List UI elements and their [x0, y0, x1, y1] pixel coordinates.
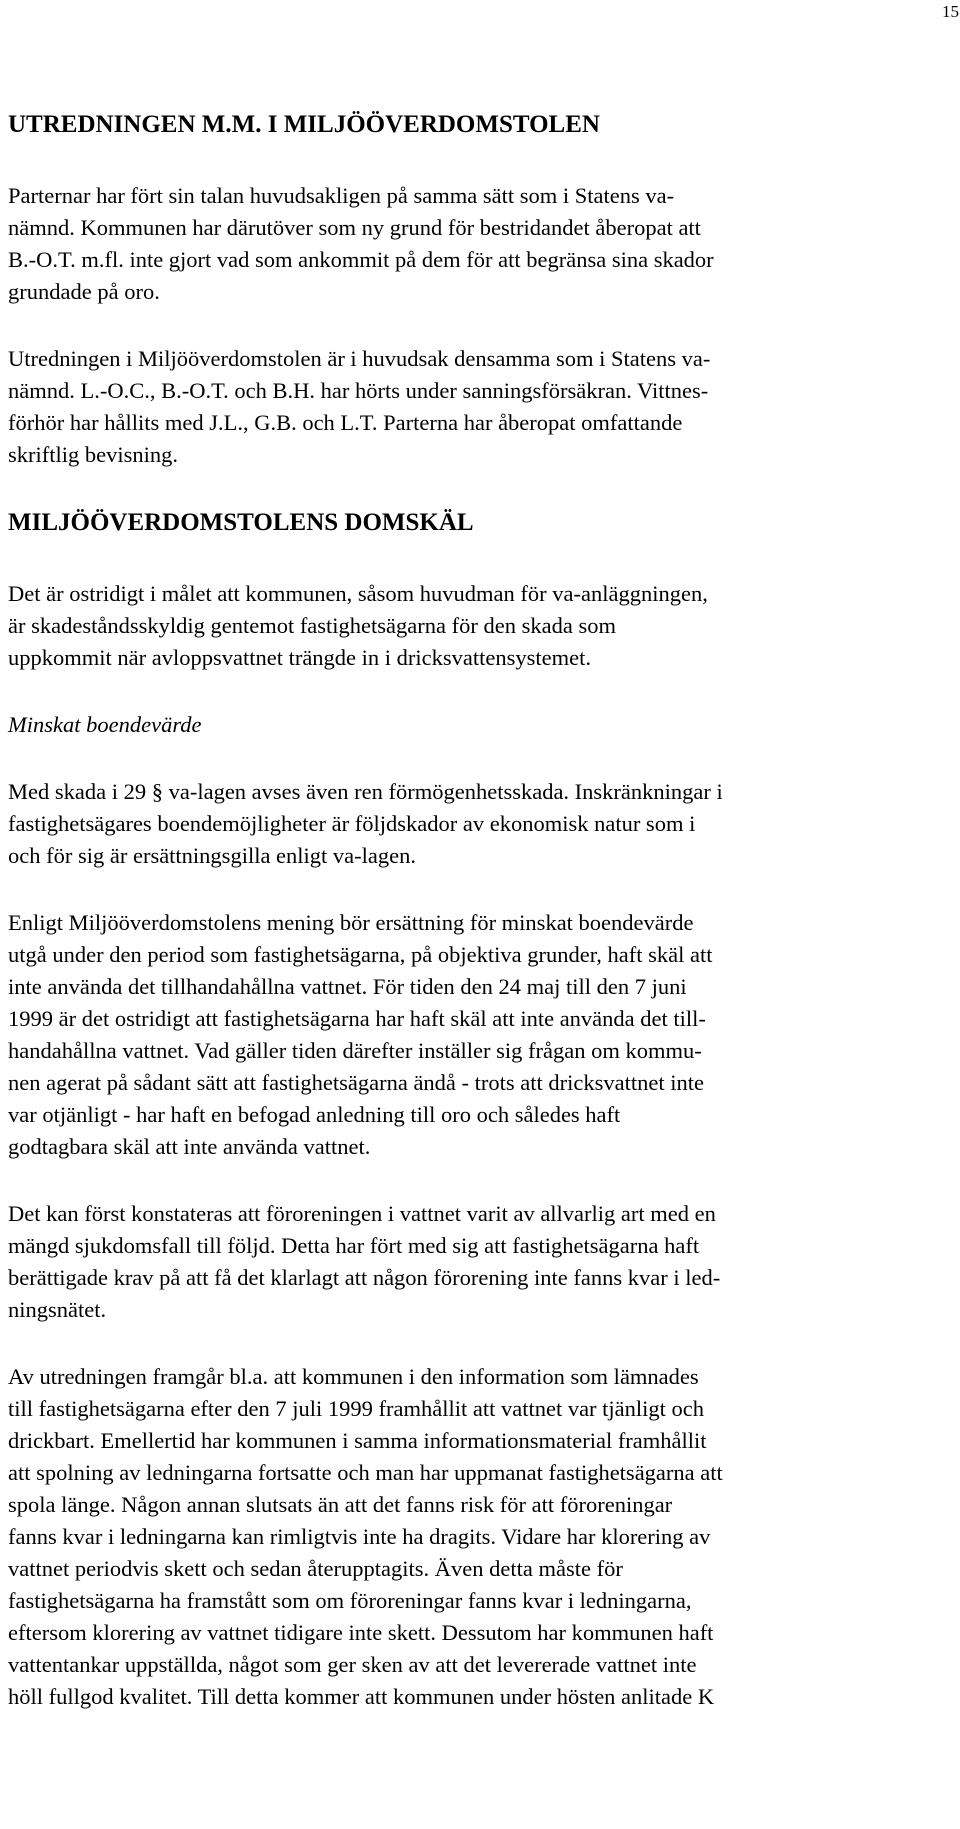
paragraph-line: drickbart. Emellertid har kommunen i samma informationsmaterial framhållit [8, 1428, 707, 1453]
section-domskal [8, 578, 953, 674]
page-number: 15 [942, 2, 959, 21]
paragraph [8, 907, 953, 1163]
paragraph [8, 180, 953, 308]
paragraph [8, 776, 953, 872]
paragraph-line: godtagbara skäl att inte använda vattnet. [8, 1134, 371, 1159]
paragraph-line: Med skada i 29 § va-lagen avses även ren förmögenhetsskada. Inskränkningar i [8, 779, 723, 804]
paragraph [8, 343, 953, 471]
paragraph-line: 1999 är det ostridigt att fastighetsägarna har haft skäl att inte använda det till- [8, 1006, 706, 1031]
section-heading-utredningen: UTREDNINGEN M.M. I MILJÖÖVERDOMSTOLEN [8, 111, 600, 138]
paragraph-line: berättigade krav på att få det klarlagt att någon förorening inte fanns kvar i led- [8, 1265, 721, 1290]
paragraph-line: vattnet periodvis skett och sedan återupptagits. Även detta måste för [8, 1556, 623, 1581]
paragraph-line: förhör har hållits med J.L., G.B. och L.T. Parterna har åberopat omfattande [8, 410, 683, 435]
paragraph-line: ningsnätet. [8, 1297, 107, 1322]
paragraph-line: Av utredningen framgår bl.a. att kommunen i den information som lämnades [8, 1364, 699, 1389]
paragraph-line: skriftlig bevisning. [8, 442, 178, 467]
paragraph-line: fanns kvar i ledningarna kan rimligtvis inte ha dragits. Vidare har klorering av [8, 1524, 711, 1549]
paragraph-line: nen agerat på sådant sätt att fastighetsägarna ändå - trots att dricksvattnet inte [8, 1070, 704, 1095]
paragraph-line: handahållna vattnet. Vad gäller tiden därefter inställer sig frågan om kommu- [8, 1038, 702, 1063]
paragraph-line: var otjänligt - har haft en befogad anledning till oro och således haft [8, 1102, 621, 1127]
paragraph-line: eftersom klorering av vattnet tidigare inte skett. Dessutom har kommunen haft [8, 1620, 714, 1645]
paragraph-line: Parternar har fört sin talan huvudsakligen på samma sätt som i Statens va- [8, 183, 675, 208]
paragraph-line: till fastighetsägarna efter den 7 juli 1999 framhållit att vattnet var tjänligt och [8, 1396, 705, 1421]
paragraph-line: grundade på oro. [8, 279, 160, 304]
paragraph-line: nämnd. Kommunen har därutöver som ny grund för bestridandet åberopat att [8, 215, 701, 240]
paragraph [8, 578, 953, 674]
paragraph-line: utgå under den period som fastighetsägarna, på objektiva grunder, haft skäl att [8, 942, 713, 967]
paragraph [8, 1361, 953, 1713]
paragraph-line: är skadeståndsskyldig gentemot fastighetsägarna för den skada som [8, 613, 616, 638]
paragraph-line: spola länge. Någon annan slutsats än att det fanns risk för att föroreningar [8, 1492, 673, 1517]
paragraph-line: fastighetsägarna ha framstått som om föroreningar fanns kvar i ledningarna, [8, 1588, 692, 1613]
section-heading-domskal: MILJÖÖVERDOMSTOLENS DOMSKÄL [8, 509, 474, 536]
paragraph-line: uppkommit när avloppsvattnet trängde in i dricksvattensystemet. [8, 645, 592, 670]
paragraph-line: inte använda det tillhandahållna vattnet. För tiden den 24 maj till den 7 juni [8, 974, 687, 999]
paragraph-line: Det är ostridigt i målet att kommunen, såsom huvudman för va-anläggningen, [8, 581, 708, 606]
paragraph-line: nämnd. L.-O.C., B.-O.T. och B.H. har hörts under sanningsförsäkran. Vittnes- [8, 378, 709, 403]
paragraph-line: Utredningen i Miljööverdomstolen är i huvudsak densamma som i Statens va- [8, 346, 711, 371]
subheading-minskat-boendevarde: Minskat boendevärde [8, 712, 202, 737]
paragraph-line: B.-O.T. m.fl. inte gjort vad som ankommit på dem för att begränsa sina skador [8, 247, 714, 272]
document-body [8, 108, 953, 1748]
section-utredningen [8, 180, 953, 471]
paragraph-line: fastighetsägares boendemöjligheter är följdskador av ekonomisk natur som i [8, 811, 696, 836]
paragraph [8, 1198, 953, 1326]
paragraph-line: Enligt Miljööverdomstolens mening bör ersättning för minskat boendevärde [8, 910, 694, 935]
paragraph-line: höll fullgod kvalitet. Till detta kommer att kommunen under hösten anlitade K [8, 1684, 715, 1709]
paragraph-line: och för sig är ersättningsgilla enligt va-lagen. [8, 843, 416, 868]
paragraph-line: Det kan först konstateras att föroreningen i vattnet varit av allvarlig art med en [8, 1201, 716, 1226]
section-minskat-boendevarde [8, 776, 953, 1713]
paragraph-line: att spolning av ledningarna fortsatte och man har uppmanat fastighetsägarna att [8, 1460, 723, 1485]
paragraph-line: mängd sjukdomsfall till följd. Detta har fört med sig att fastighetsägarna haft [8, 1233, 700, 1258]
paragraph-line: vattentankar uppställda, något som ger sken av att det levererade vattnet inte [8, 1652, 697, 1677]
